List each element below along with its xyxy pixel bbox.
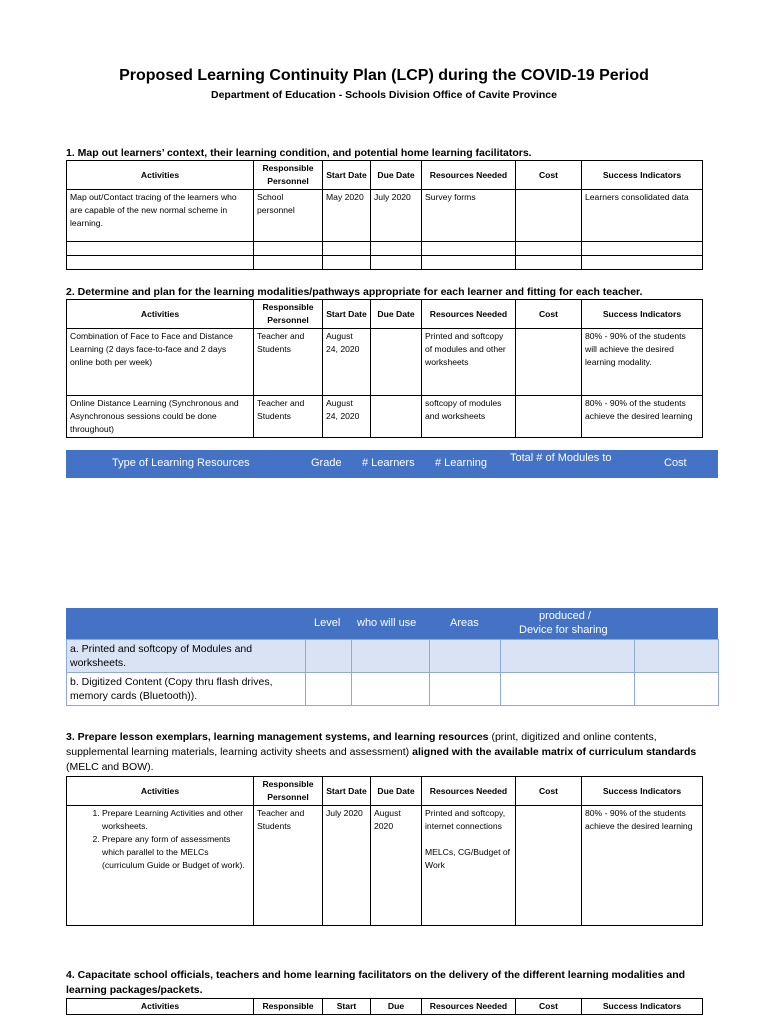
cell-due: August 2020 xyxy=(371,806,422,926)
cell-resource-type: b. Digitized Content (Copy thru flash drives, memory cards (Bluetooth)). xyxy=(67,673,306,706)
col-learners: # Learners xyxy=(362,457,415,469)
section-3-heading-c: aligned with the available matrix of curriculum standards xyxy=(412,746,697,758)
cell-activity: Online Distance Learning (Synchronous and Asynchronous sessions could be done throughout) xyxy=(67,396,254,438)
section-3-heading-b: (print, digitized and online contents, supplemental learning materials, learning activity sheets and assessment) xyxy=(66,731,657,758)
cell-start: July 2020 xyxy=(323,806,371,926)
cell-success: 80% - 90% of the students will achieve the desired learning modality. xyxy=(582,329,703,396)
table-header-row xyxy=(67,300,703,329)
cell-due: July 2020 xyxy=(371,190,422,242)
cell-success: 80% - 90% of the students achieve the desired learning xyxy=(582,806,703,926)
col-cost: Cost xyxy=(516,161,582,190)
section-2-heading: 2. Determine and plan for the learning modalities/pathways appropriate for each learner and fitting for each teacher. xyxy=(66,286,643,298)
resources-header-bar-top xyxy=(66,450,718,478)
col-produced: produced / xyxy=(539,610,591,622)
cell-cost xyxy=(516,190,582,242)
page-title: Proposed Learning Continuity Plan (LCP) during the COVID-19 Period xyxy=(119,67,649,84)
resources-line-a: Printed and softcopy, internet connections xyxy=(425,808,506,831)
section-3-table xyxy=(66,776,703,926)
table-row xyxy=(67,673,719,706)
col-responsible: Responsible Personnel xyxy=(254,300,323,329)
col-responsible: Responsible xyxy=(254,999,323,1015)
col-cost: Cost xyxy=(516,777,582,806)
col-device-sharing: Device for sharing xyxy=(519,624,608,636)
cell-start: May 2020 xyxy=(323,190,371,242)
cell-resources: Survey forms xyxy=(422,190,516,242)
section-3-heading-d: (MELC and BOW). xyxy=(66,761,154,773)
table-header-row xyxy=(67,777,703,806)
col-areas: Areas xyxy=(450,617,479,629)
section-3-heading xyxy=(66,730,706,775)
cell-responsible: Teacher and Students xyxy=(254,329,323,396)
cell-due xyxy=(371,329,422,396)
col-success: Success Indicators xyxy=(582,777,703,806)
section-1-table xyxy=(66,160,703,270)
resources-line-b: MELCs, CG/Budget of Work xyxy=(425,847,511,870)
col-start: Start Date xyxy=(323,300,371,329)
cell-cost xyxy=(516,396,582,438)
col-due: Due xyxy=(371,999,422,1015)
col-who-will-use: who will use xyxy=(357,617,417,629)
section-4-heading: 4. Capacitate school officials, teachers and home learning facilitators on the delivery of the different learning modalities and learning packages/packets. xyxy=(66,969,686,996)
col-activities: Activities xyxy=(67,777,254,806)
cell-activity: Combination of Face to Face and Distance Learning (2 days face-to-face and 2 days online both per week) xyxy=(67,329,254,396)
section-4-table xyxy=(66,998,703,1015)
table-row xyxy=(67,806,703,926)
col-resources: Resources Needed xyxy=(422,777,516,806)
col-grade: Grade xyxy=(311,457,342,469)
cell-resources xyxy=(422,806,516,926)
section-3-heading-a: 3. Prepare lesson exemplars, learning management systems, and learning resources xyxy=(66,731,489,743)
cell-responsible: Teacher and Students xyxy=(254,396,323,438)
table-row-empty xyxy=(67,256,703,270)
col-start: Start xyxy=(323,999,371,1015)
cell-start: August 24, 2020 xyxy=(323,329,371,396)
cell-activity: Map out/Contact tracing of the learners who are capable of the new normal scheme in learning. xyxy=(67,190,254,242)
cell-cost xyxy=(516,329,582,396)
table-row xyxy=(67,190,703,242)
col-due: Due Date xyxy=(371,300,422,329)
col-cost: Cost xyxy=(516,300,582,329)
col-resources: Resources Needed xyxy=(422,300,516,329)
cell-resource-type: a. Printed and softcopy of Modules and worksheets. xyxy=(67,640,306,673)
cell-activity xyxy=(67,806,254,926)
col-success: Success Indicators xyxy=(582,300,703,329)
table-row xyxy=(67,396,703,438)
resources-table xyxy=(66,639,719,706)
cell-responsible: School personnel xyxy=(254,190,323,242)
col-due: Due Date xyxy=(371,777,422,806)
col-activities: Activities xyxy=(67,300,254,329)
col-success: Success Indicators xyxy=(582,161,703,190)
cell-success: Learners consolidated data xyxy=(582,190,703,242)
cell-resources: softcopy of modules and worksheets xyxy=(422,396,516,438)
col-level: Level xyxy=(314,617,341,629)
cell-success: 80% - 90% of the students achieve the desired learning xyxy=(582,396,703,438)
col-total-modules: Total # of Modules to xyxy=(510,452,612,464)
col-activities: Activities xyxy=(67,999,254,1015)
col-resources: Resources Needed xyxy=(422,161,516,190)
section-2-table xyxy=(66,299,703,438)
col-responsible: Responsible Personnel xyxy=(254,161,323,190)
col-learning: # Learning xyxy=(435,457,487,469)
col-due: Due Date xyxy=(371,161,422,190)
col-start: Start Date xyxy=(323,777,371,806)
table-row-empty xyxy=(67,242,703,256)
table-header-row xyxy=(67,999,703,1015)
col-type-resources: Type of Learning Resources xyxy=(112,457,250,469)
cell-responsible: Teacher and Students xyxy=(254,806,323,926)
section-1-heading: 1. Map out learners’ context, their learning condition, and potential home learning facilitators. xyxy=(66,147,532,159)
cell-start: August 24, 2020 xyxy=(323,396,371,438)
table-row xyxy=(67,329,703,396)
table-row xyxy=(67,640,719,673)
col-resources: Resources Needed xyxy=(422,999,516,1015)
page-subtitle: Department of Education - Schools Division Office of Cavite Province xyxy=(211,89,557,101)
table-header-row xyxy=(67,161,703,190)
activity-item: 1. Prepare Learning Activities and other worksheets. xyxy=(102,807,250,833)
cell-resources: Printed and softcopy of modules and other worksheets xyxy=(422,329,516,396)
col-activities: Activities xyxy=(67,161,254,190)
col-start: Start Date xyxy=(323,161,371,190)
cell-cost xyxy=(516,806,582,926)
col-success: Success Indicators xyxy=(582,999,703,1015)
activity-item: 2. Prepare any form of assessments which parallel to the MELCs (curriculum Guide or Budget of work). xyxy=(102,833,250,872)
col-cost: Cost xyxy=(516,999,582,1015)
resources-header-bar-bottom xyxy=(66,608,718,639)
cell-due xyxy=(371,396,422,438)
col-cost: Cost xyxy=(664,457,687,469)
col-responsible: Responsible Personnel xyxy=(254,777,323,806)
